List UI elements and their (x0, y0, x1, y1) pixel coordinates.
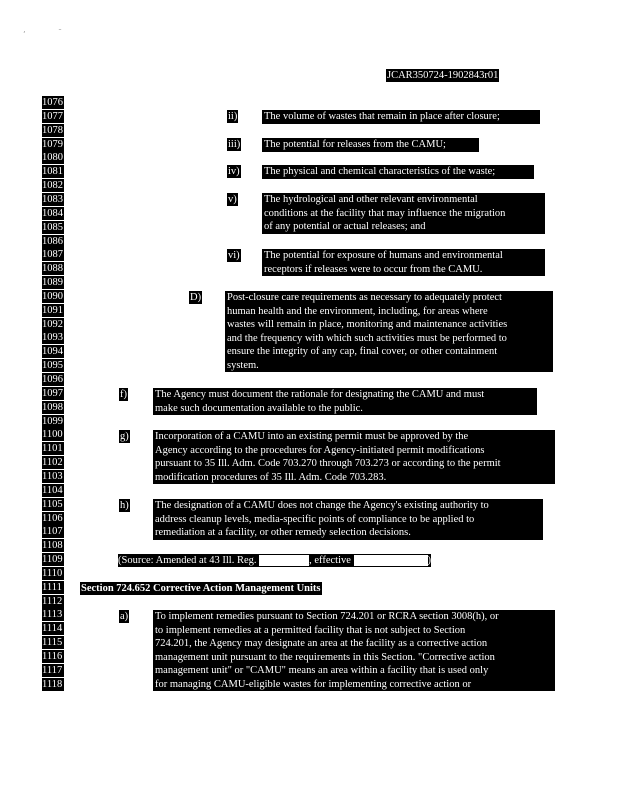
item-label-v: v) (228, 194, 237, 205)
scan-mark: ʼ (23, 30, 26, 39)
item-text-a (153, 610, 555, 691)
line-number: 1090 (42, 290, 63, 302)
line-number: 1088 (42, 263, 63, 275)
line-number: 1095 (42, 360, 63, 372)
line-number: 1087 (42, 249, 63, 261)
item-text-ii (262, 110, 540, 124)
line-number: 1077 (42, 110, 63, 122)
text-line: pursuant to 35 Ill. Adm. Code 703.270 through 703.273 or according to the permit (155, 458, 501, 469)
line-number: 1104 (42, 484, 63, 496)
line-number: 1100 (42, 429, 63, 441)
scan-mark: ˉ (58, 28, 62, 37)
item-text-vi (262, 249, 545, 276)
line-number: 1110 (42, 567, 63, 579)
item-label-ii: ii) (228, 111, 238, 122)
line-number: 1103 (42, 470, 63, 482)
line-number: 1083 (42, 193, 63, 205)
text-line: The physical and chemical characteristics of the waste; (264, 166, 496, 177)
item-label-iii: iii) (228, 139, 241, 150)
text-line: Incorporation of a CAMU into an existing permit must be approved by the (155, 431, 469, 442)
line-number: 1112 (42, 595, 63, 607)
line-number: 1106 (42, 512, 63, 524)
source-note-prefix: (Source: Amended at 43 Ill. Reg. (118, 555, 260, 566)
line-number: 1116 (42, 651, 63, 662)
item-text-g (153, 430, 555, 484)
line-number: 1109 (42, 554, 63, 565)
item-text-iv (262, 165, 534, 179)
line-number: 1089 (42, 277, 63, 288)
item-label-f: f) (120, 389, 127, 400)
section-heading: Section 724.652 Corrective Action Management Units (81, 583, 321, 594)
line-number: 1114 (42, 623, 63, 635)
text-line: The volume of wastes that remain in place after closure; (264, 111, 500, 122)
item-text-iii (262, 138, 479, 152)
text-line: receptors if releases were to occur from the CAMU. (264, 263, 483, 275)
line-number: 1097 (42, 387, 63, 399)
line-number: 1082 (42, 180, 63, 192)
line-number: 1093 (42, 332, 63, 344)
line-number: 1084 (42, 207, 63, 219)
source-note-suffix: ) (427, 555, 432, 566)
text-line: remediation at a facility, or other remedy selection decisions. (155, 527, 411, 538)
text-line: The Agency must document the rationale for designating the CAMU and must (155, 389, 485, 400)
line-number: 1091 (42, 304, 63, 316)
text-line: The hydrological and other relevant environmental (264, 194, 478, 205)
text-line: address cleanup levels, media-specific points of compliance to be applied to (155, 513, 475, 525)
text-line: of any potential or actual releases; and (264, 221, 426, 232)
line-number: 1118 (42, 678, 63, 690)
line-number: 1099 (42, 415, 63, 427)
line-number: 1107 (42, 526, 63, 538)
text-line: for managing CAMU-eligible wastes for implementing corrective action or (155, 678, 472, 690)
text-line: 724.201, the Agency may designate an area at the facility as a corrective action (155, 638, 488, 649)
line-number: 1108 (42, 540, 63, 552)
line-number: 1117 (42, 664, 63, 676)
item-label-g: g) (120, 431, 129, 442)
text-line: and the frequency with which such activities must be performed to (227, 332, 507, 344)
item-text-h (153, 499, 543, 540)
item-text-f (153, 388, 537, 415)
item-label-a: a) (120, 611, 129, 622)
item-label-h: h) (120, 500, 129, 511)
item-label-vi: vi) (228, 250, 240, 261)
line-number: 1096 (42, 374, 63, 385)
line-number: 1113 (42, 609, 63, 621)
line-number: 1101 (42, 443, 63, 455)
source-note-middle: , effective (309, 555, 354, 566)
line-number: 1076 (42, 97, 63, 108)
line-number: 1078 (42, 124, 63, 136)
text-line: To implement remedies pursuant to Section 724.201 or RCRA section 3008(h), or (155, 611, 499, 622)
line-number: 1092 (42, 318, 63, 330)
line-number: 1081 (42, 166, 63, 178)
line-number: 1080 (42, 152, 63, 164)
text-line: The potential for exposure of humans and environmental (264, 250, 503, 261)
line-number: 1111 (42, 581, 64, 594)
text-line: The potential for releases from the CAMU; (264, 139, 446, 150)
text-line: modification procedures of 35 Ill. Adm. Code 703.283. (155, 471, 387, 483)
text-line: Post-closure care requirements as necessary to adequately protect (227, 292, 502, 303)
line-number: 1094 (42, 346, 63, 358)
text-line: wastes will remain in place, monitoring and maintenance activities (227, 319, 508, 330)
item-label-D: D) (190, 292, 202, 303)
line-number: 1086 (42, 235, 63, 247)
line-number: 1079 (42, 138, 63, 150)
text-line: human health and the environment, including, for areas where (227, 305, 488, 317)
text-line: management unit" or "CAMU" means an area within a facility that is used only (155, 665, 489, 676)
text-line: conditions at the facility that may influence the migration (264, 207, 506, 219)
item-text-v (262, 193, 545, 234)
item-text-D (225, 291, 553, 372)
line-number: 1102 (42, 457, 63, 469)
text-line: make such documentation available to the public. (155, 402, 363, 414)
text-line: ensure the integrity of any cap, final cover, or other containment (227, 346, 498, 357)
line-number: 1085 (42, 221, 63, 233)
text-line: Agency according to the procedures for Agency-initiated permit modifications (155, 444, 485, 456)
source-note (118, 554, 431, 567)
text-line: management unit pursuant to the requirements in this Section. "Corrective action (155, 651, 495, 663)
line-number: 1105 (42, 498, 63, 510)
text-line: to implement remedies at a permitted facility that is not subject to Section (155, 624, 466, 636)
redacted-blank (354, 555, 428, 566)
text-line: system. (227, 359, 259, 371)
document-id: JCAR350724-1902843r01 (387, 70, 499, 81)
text-line: The designation of a CAMU does not change the Agency's existing authority to (155, 500, 489, 511)
redacted-blank (259, 555, 309, 566)
line-number: 1098 (42, 401, 63, 413)
item-label-iv: iv) (228, 166, 240, 177)
line-number: 1115 (42, 637, 63, 649)
